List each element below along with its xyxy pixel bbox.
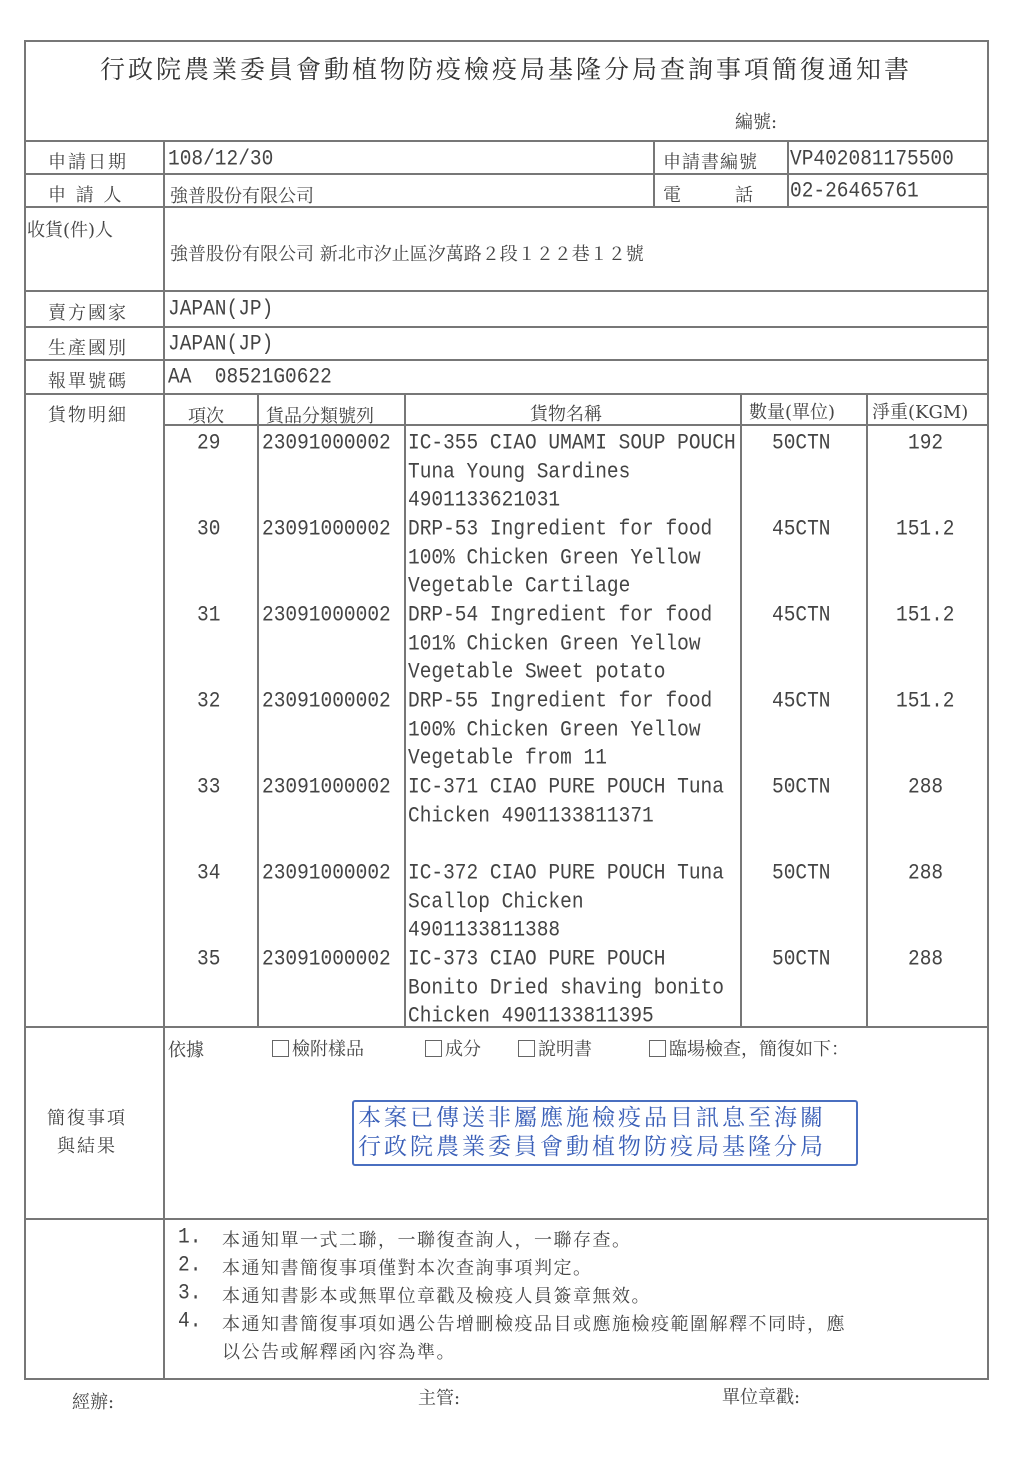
header-item-no: 項次 bbox=[188, 406, 224, 427]
phone-label: 電 話 bbox=[663, 185, 753, 206]
item-quantity: 45CTN bbox=[772, 602, 831, 628]
item-net-weight: 151.2 bbox=[896, 602, 955, 628]
item-name-line: 4901133811388 bbox=[408, 917, 561, 943]
supervisor-label: 主管: bbox=[418, 1388, 461, 1409]
checkbox-label: 檢附樣品 bbox=[292, 1039, 364, 1060]
item-quantity: 45CTN bbox=[772, 516, 831, 542]
application-no-label: 申請書編號 bbox=[663, 152, 758, 173]
checkbox-onsite[interactable] bbox=[649, 1035, 849, 1061]
item-quantity: 50CTN bbox=[772, 946, 831, 972]
item-no: 34 bbox=[197, 860, 221, 886]
checkbox-icon[interactable] bbox=[649, 1040, 666, 1057]
item-name-line: Bonito Dried shaving bonito bbox=[408, 974, 724, 1000]
item-no: 35 bbox=[197, 946, 221, 972]
col-divider bbox=[163, 140, 165, 1379]
item-quantity: 50CTN bbox=[772, 774, 831, 800]
checkbox-label: 成分 bbox=[445, 1039, 481, 1060]
checkbox-label: 說明書 bbox=[538, 1039, 592, 1060]
item-name-line: Scallop Chicken bbox=[408, 888, 584, 914]
checkbox-manual[interactable] bbox=[518, 1035, 592, 1061]
note-number: 3. bbox=[178, 1280, 202, 1306]
note-number: 1. bbox=[178, 1224, 202, 1250]
item-no: 30 bbox=[197, 516, 221, 542]
application-no-value: VP402081175500 bbox=[790, 146, 954, 172]
declaration-no-label: 報單號碼 bbox=[48, 371, 128, 392]
item-name-line: DRP-54 Ingredient for food bbox=[408, 602, 713, 628]
goods-section-label: 貨物明細 bbox=[48, 405, 128, 426]
item-name-line: IC-355 CIAO UMAMI SOUP POUCH bbox=[408, 430, 736, 456]
item-hs-code: 23091000002 bbox=[262, 602, 391, 628]
note-number: 4. bbox=[178, 1308, 202, 1334]
col-divider bbox=[404, 393, 406, 1026]
applicant-value: 強普股份有限公司 bbox=[170, 186, 314, 207]
document-title: 行政院農業委員會動植物防疫檢疫局基隆分局查詢事項簡復通知書 bbox=[99, 55, 912, 84]
apply-date-value: 108/12/30 bbox=[168, 146, 274, 172]
item-name-line: 100% Chicken Green Yellow bbox=[408, 716, 701, 742]
origin-country-value: JAPAN(JP) bbox=[168, 331, 274, 357]
row-divider bbox=[24, 290, 989, 292]
item-name-line: 4901133621031 bbox=[408, 487, 561, 513]
item-name-line: IC-372 CIAO PURE POUCH Tuna bbox=[408, 860, 724, 886]
result-stamp bbox=[352, 1100, 858, 1166]
handler-label: 經辦: bbox=[72, 1392, 115, 1413]
item-name-line: 101% Chicken Green Yellow bbox=[408, 630, 701, 656]
item-net-weight: 288 bbox=[908, 860, 944, 886]
consignee-value: 強普股份有限公司 新北市汐止區汐萬路２段１２２巷１２號 bbox=[170, 244, 644, 265]
seller-country-label: 賣方國家 bbox=[48, 303, 128, 324]
header-net-weight: 淨重(KGM) bbox=[872, 402, 969, 423]
item-no: 29 bbox=[197, 430, 221, 456]
note-text: 本通知書簡復事項僅對本次查詢事項判定。 bbox=[222, 1258, 593, 1279]
note-text: 以公告或解釋函內容為準。 bbox=[222, 1342, 456, 1363]
col-divider bbox=[866, 393, 868, 1026]
border-left bbox=[24, 40, 26, 1379]
row-divider bbox=[24, 1218, 989, 1220]
apply-date-label: 申請日期 bbox=[48, 152, 128, 173]
border-bottom bbox=[24, 1378, 989, 1380]
row-divider bbox=[24, 326, 989, 328]
header-hs-code: 貨品分類號列 bbox=[266, 406, 374, 427]
item-hs-code: 23091000002 bbox=[262, 774, 391, 800]
item-name-line: Vegetable Cartilage bbox=[408, 573, 631, 599]
note-number: 2. bbox=[178, 1252, 202, 1278]
reply-section-label-2: 與結果 bbox=[57, 1136, 117, 1157]
item-net-weight: 288 bbox=[908, 774, 944, 800]
col-divider bbox=[653, 140, 655, 206]
declaration-no-value: AA 08521G0622 bbox=[168, 364, 332, 390]
item-name-line: Tuna Young Sardines bbox=[408, 458, 631, 484]
item-no: 33 bbox=[197, 774, 221, 800]
checkbox-icon[interactable] bbox=[425, 1040, 442, 1057]
row-divider bbox=[24, 393, 989, 395]
row-divider bbox=[24, 206, 989, 208]
item-name-line: DRP-55 Ingredient for food bbox=[408, 688, 713, 714]
item-name-line: Chicken 4901133811371 bbox=[408, 802, 654, 828]
item-net-weight: 288 bbox=[908, 946, 944, 972]
basis-label: 依據 bbox=[168, 1040, 204, 1061]
row-divider bbox=[24, 140, 989, 142]
consignee-label: 收貨(件)人 bbox=[27, 220, 114, 241]
checkbox-label: 臨場檢查，簡復如下： bbox=[669, 1039, 849, 1060]
checkbox-sample[interactable] bbox=[272, 1035, 364, 1061]
item-quantity: 45CTN bbox=[772, 688, 831, 714]
item-name-line: DRP-53 Ingredient for food bbox=[408, 516, 713, 542]
header-goods-name: 貨物名稱 bbox=[530, 404, 602, 425]
item-quantity: 50CTN bbox=[772, 860, 831, 886]
item-hs-code: 23091000002 bbox=[262, 860, 391, 886]
note-text: 本通知書簡復事項如遇公告增刪檢疫品目或應施檢疫範圍解釋不同時，應 bbox=[222, 1314, 846, 1335]
item-hs-code: 23091000002 bbox=[262, 516, 391, 542]
item-name-line: IC-373 CIAO PURE POUCH bbox=[408, 946, 666, 972]
col-divider bbox=[787, 140, 789, 206]
item-hs-code: 23091000002 bbox=[262, 946, 391, 972]
checkbox-icon[interactable] bbox=[518, 1040, 535, 1057]
row-divider bbox=[24, 359, 989, 361]
item-hs-code: 23091000002 bbox=[262, 688, 391, 714]
reply-section-label: 簡復事項 bbox=[47, 1108, 127, 1129]
seller-country-value: JAPAN(JP) bbox=[168, 296, 274, 322]
serial-label: 編號: bbox=[735, 112, 778, 133]
stamp-line-1: 本案已傳送非屬應施檢疫品目訊息至海關 bbox=[358, 1105, 826, 1131]
item-no: 31 bbox=[197, 602, 221, 628]
header-quantity: 數量(單位) bbox=[749, 402, 836, 423]
item-name-line: Vegetable Sweet potato bbox=[408, 659, 666, 685]
note-text: 本通知書影本或無單位章戳及檢疫人員簽章無效。 bbox=[222, 1286, 651, 1307]
item-name-line: Chicken 4901133811395 bbox=[408, 1003, 654, 1029]
item-hs-code: 23091000002 bbox=[262, 430, 391, 456]
col-divider bbox=[257, 393, 259, 1026]
item-name-line: IC-371 CIAO PURE POUCH Tuna bbox=[408, 774, 724, 800]
stamp-line-2: 行政院農業委員會動植物防疫局基隆分局 bbox=[358, 1134, 826, 1160]
checkbox-icon[interactable] bbox=[272, 1040, 289, 1057]
item-net-weight: 192 bbox=[908, 430, 944, 456]
item-net-weight: 151.2 bbox=[896, 516, 955, 542]
border-top bbox=[24, 40, 989, 42]
item-no: 32 bbox=[197, 688, 221, 714]
item-net-weight: 151.2 bbox=[896, 688, 955, 714]
item-quantity: 50CTN bbox=[772, 430, 831, 456]
phone-value: 02-26465761 bbox=[790, 178, 919, 204]
item-name-line: Vegetable from 11 bbox=[408, 745, 607, 771]
row-divider bbox=[24, 173, 989, 175]
unit-seal-label: 單位章戳: bbox=[722, 1387, 801, 1408]
col-divider bbox=[740, 393, 742, 1026]
origin-country-label: 生產國別 bbox=[48, 338, 128, 359]
item-name-line: 100% Chicken Green Yellow bbox=[408, 544, 701, 570]
border-right bbox=[987, 40, 989, 1379]
note-text: 本通知單一式二聯，一聯復查詢人，一聯存查。 bbox=[222, 1230, 632, 1251]
applicant-label: 申 請 人 bbox=[48, 185, 124, 206]
checkbox-ingredients[interactable] bbox=[425, 1035, 481, 1061]
